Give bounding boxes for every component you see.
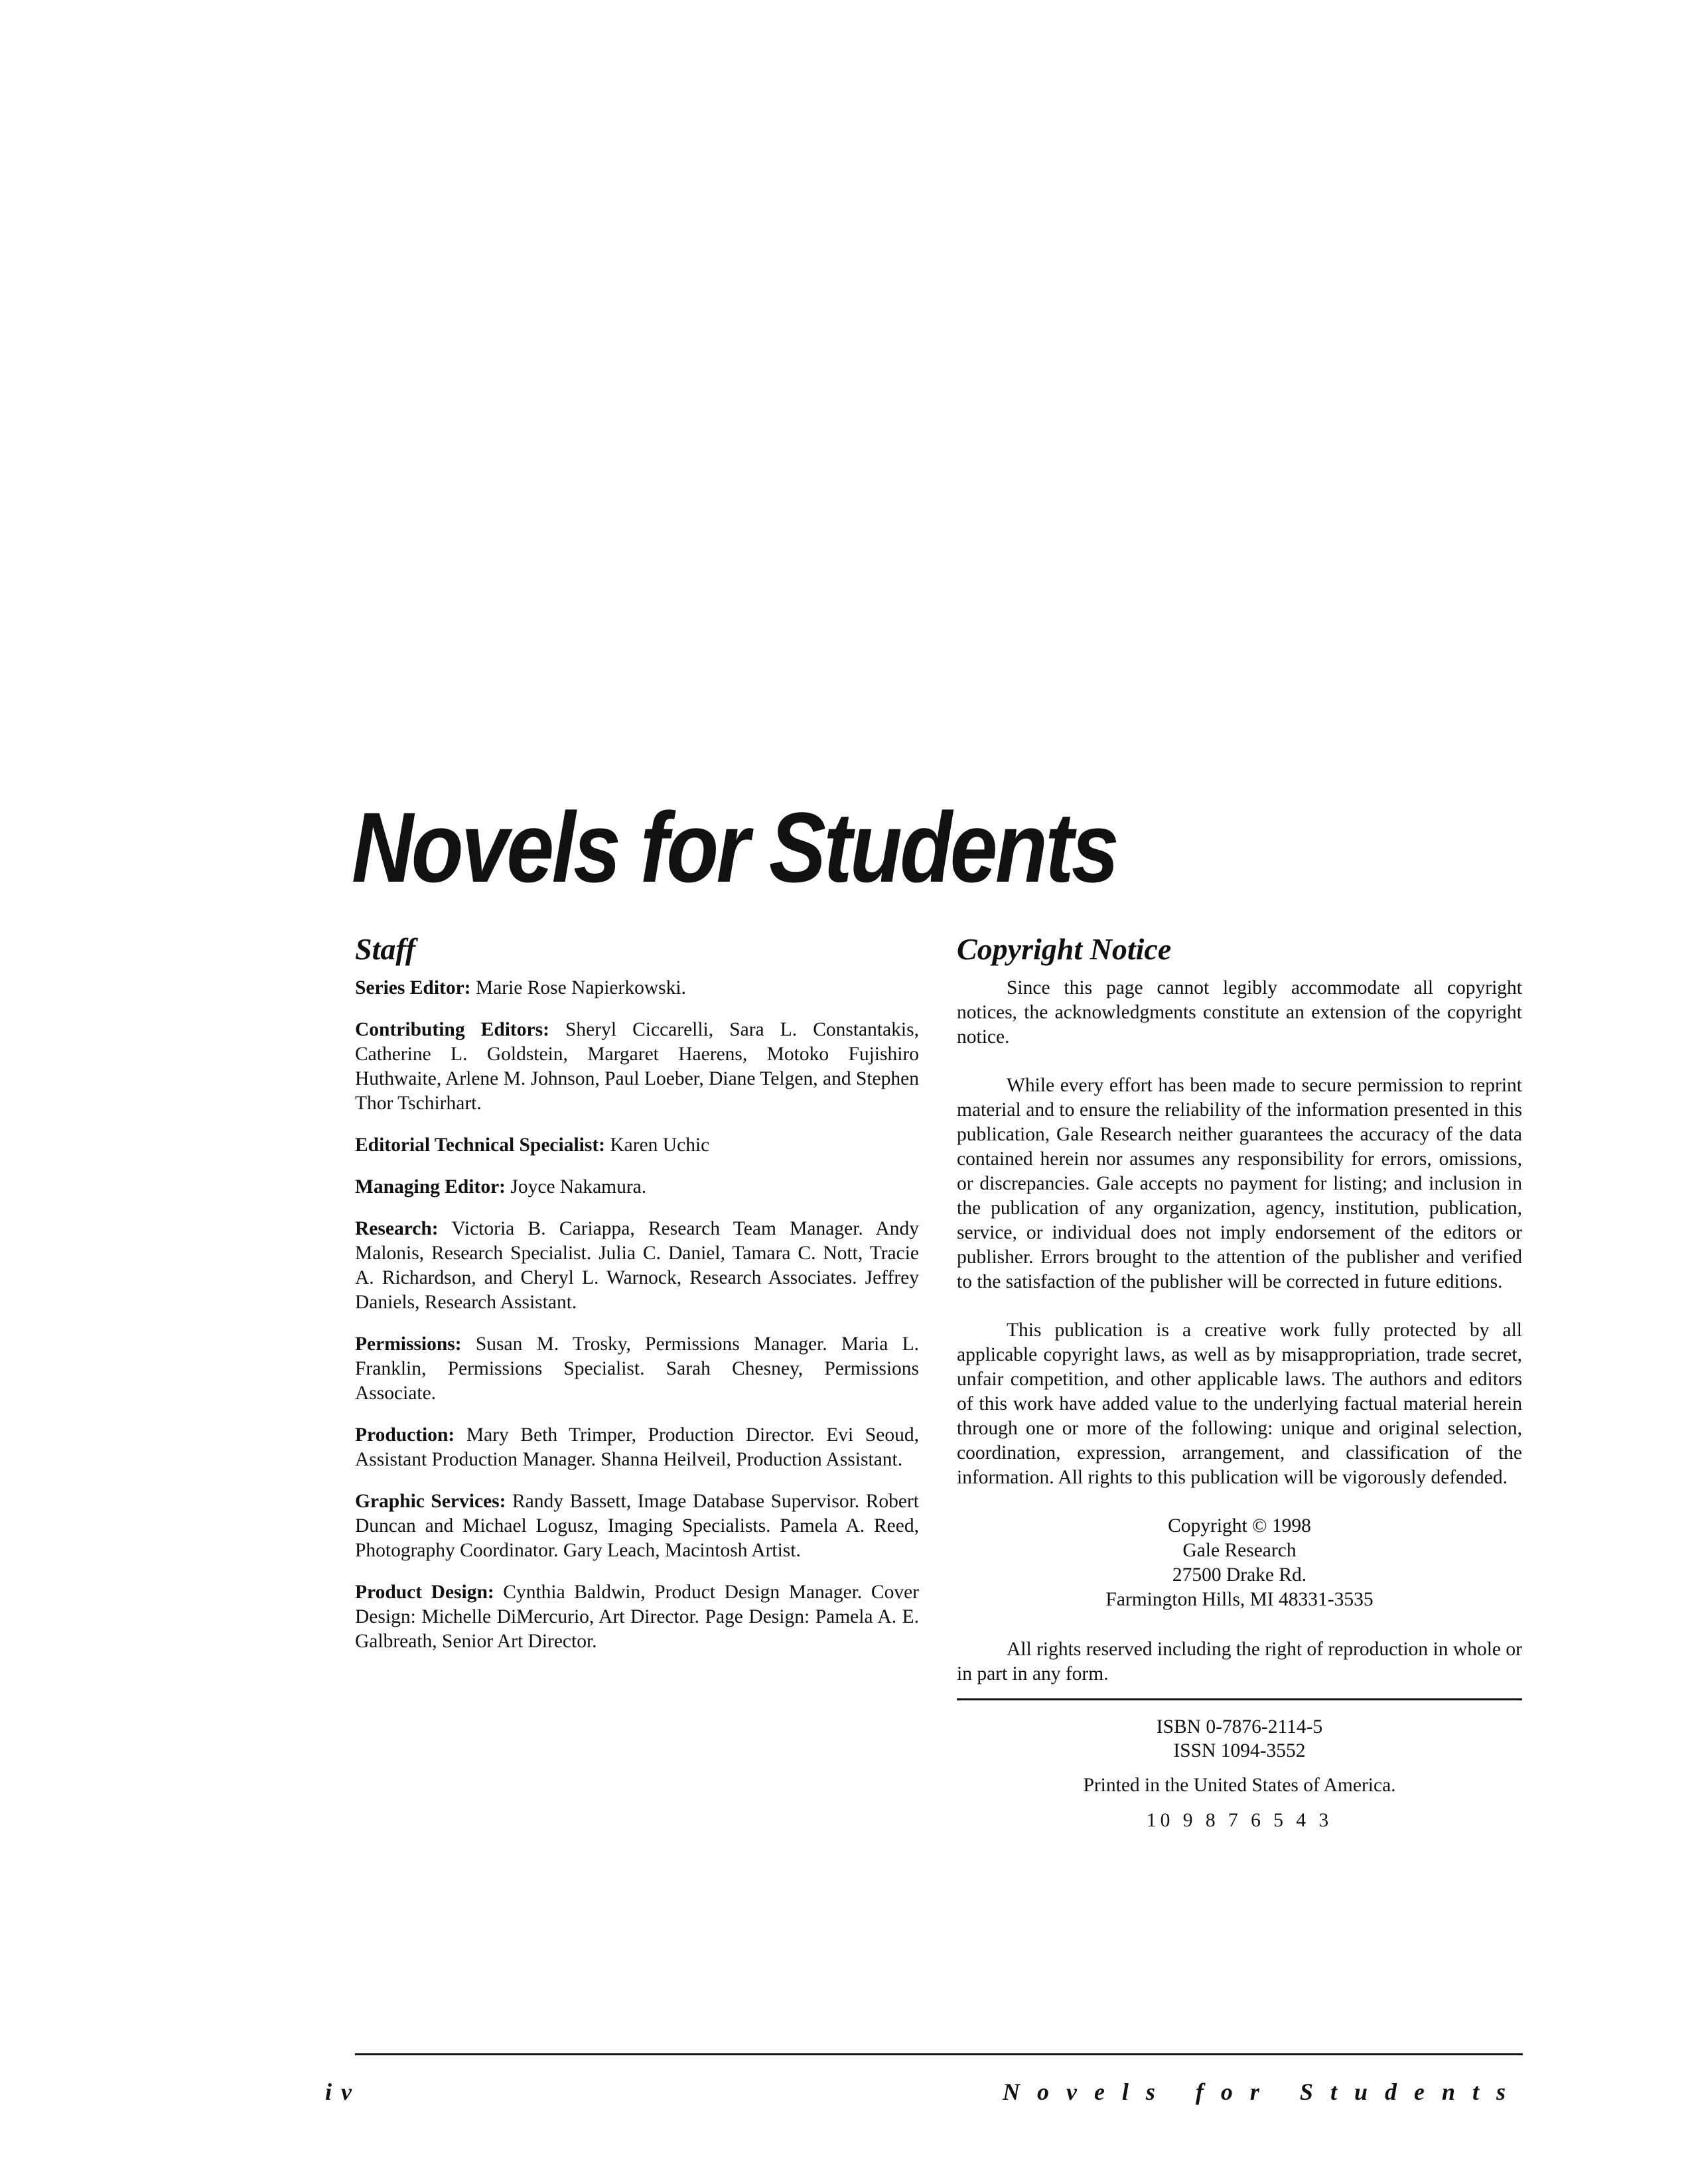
notice-paragraph: While every effort has been made to secure permission to reprint material and to ensure the reliability of the information presented in this publication, Gale Research neither guarantees the accuracy of the data contained herein nor assumes any responsibility for errors, omissions, or discrepancies. Gale accepts no payment for listing; and inclusion in the publication of any organization, agency, institution, publication, service, or individual does not imply endorsement of the editors or publisher. Errors brought to the attention of the publisher and verified to the satisfaction of the publisher will be corrected in future editions. [957, 1075, 1522, 1292]
running-title: Novels for Students [1002, 2079, 1523, 2105]
staff-entry [355, 1332, 919, 1406]
staff-entry-text: Karen Uchic [604, 1134, 710, 1156]
issn: ISSN 1094-3552 [1173, 1740, 1306, 1761]
printing-numbers: 10 9 8 7 6 5 4 3 [1146, 1810, 1333, 1831]
notice-paragraph: This publication is a creative work fully protected by all applicable copyright laws, as well as by misappropriation, trade secret, unfair competition, and other applicable laws. The authors and editors of this work have added value to the underlying factual material herein through one or more of the following: unique and original selection, coordination, expression, arrangement, and classification of the information. All rights to this publication will be vigorously defended. [957, 1320, 1522, 1488]
divider-rule [957, 1698, 1522, 1700]
staff-entry-label: Series Editor: [355, 977, 471, 998]
staff-list [355, 976, 919, 1654]
publisher-name: Gale Research [1182, 1540, 1297, 1561]
staff-entry [355, 1175, 919, 1199]
staff-entry-label: Editorial Technical Specialist: [355, 1134, 605, 1156]
publisher-street: 27500 Drake Rd. [1172, 1564, 1307, 1586]
staff-entry-text: Mary Beth Trimper, Production Director. Evi Seoud, Assistant Production Manager. Shanna Heilveil, Production Assistant. [355, 1424, 919, 1470]
staff-entry [355, 1489, 919, 1563]
isbn: ISBN 0-7876-2114-5 [1156, 1716, 1323, 1738]
staff-entry-label: Research: [355, 1218, 439, 1239]
book-title: Novels for Students [352, 791, 1117, 903]
staff-entry [355, 1423, 919, 1472]
footer-rule [355, 2053, 1523, 2055]
staff-entry [355, 1018, 919, 1116]
staff-entry-label: Graphic Services: [355, 1491, 506, 1512]
copyright-notice-heading: Copyright Notice [957, 932, 1172, 966]
staff-entry [355, 1217, 919, 1315]
staff-entry-text: Sheryl Ciccarelli, Sara L. Constantakis, Catherine L. Goldstein, Margaret Haerens, Motoko Fujishiro Huthwaite, Arlene M. Johnson, Paul Loeber, Diane Telgen, and Stephen Thor Tschirhart. [355, 1019, 919, 1114]
staff-entry-label: Product Design: [355, 1582, 494, 1603]
staff-entry-text: Marie Rose Napierkowski. [470, 977, 686, 998]
staff-entry-text: Joyce Nakamura. [506, 1176, 647, 1197]
staff-entry-label: Production: [355, 1424, 455, 1446]
printed-in: Printed in the United States of America. [1083, 1775, 1396, 1796]
staff-column [355, 932, 919, 1671]
rights-reserved: All rights reserved including the right of reproduction in whole or in part in any form. [957, 1639, 1522, 1684]
publisher-address-block [957, 1514, 1522, 1612]
staff-entry-label: Contributing Editors: [355, 1019, 549, 1040]
publisher-city: Farmington Hills, MI 48331-3535 [1105, 1589, 1374, 1610]
staff-entry [355, 1133, 919, 1158]
staff-heading: Staff [355, 932, 416, 966]
copyright-line: Copyright © 1998 [1168, 1515, 1311, 1536]
staff-entry [355, 976, 919, 1000]
page-number: iv [325, 2079, 361, 2105]
staff-entry-label: Managing Editor: [355, 1176, 506, 1197]
staff-entry [355, 1580, 919, 1654]
notice-paragraph: Since this page cannot legibly accommodate all copyright notices, the acknowledgments constitute an extension of the copyright notice. [957, 977, 1522, 1048]
staff-entry-text: Randy Bassett, Image Database Supervisor. Robert Duncan and Michael Logusz, Imaging Specialists. Pamela A. Reed, Photography Coordinator. Gary Leach, Macintosh Artist. [355, 1491, 919, 1561]
staff-entry-text: Susan M. Trosky, Permissions Manager. Maria L. Franklin, Permissions Specialist. Sarah Chesney, Permissions Associate. [355, 1333, 919, 1404]
staff-entry-text: Cynthia Baldwin, Product Design Manager. Cover Design: Michelle DiMercurio, Art Director. Page Design: Pamela A. E. Galbreath, Senior Art Director. [355, 1582, 919, 1652]
staff-entry-text: Victoria B. Cariappa, Research Team Manager. Andy Malonis, Research Specialist. Julia C. Daniel, Tamara C. Nott, Tracie A. Richardson, and Cheryl L. Warnock, Research Associates. Jeffrey Daniels, Research Assistant. [355, 1218, 919, 1313]
staff-entry-label: Permissions: [355, 1333, 462, 1355]
copyright-notice-column [957, 932, 1522, 1833]
